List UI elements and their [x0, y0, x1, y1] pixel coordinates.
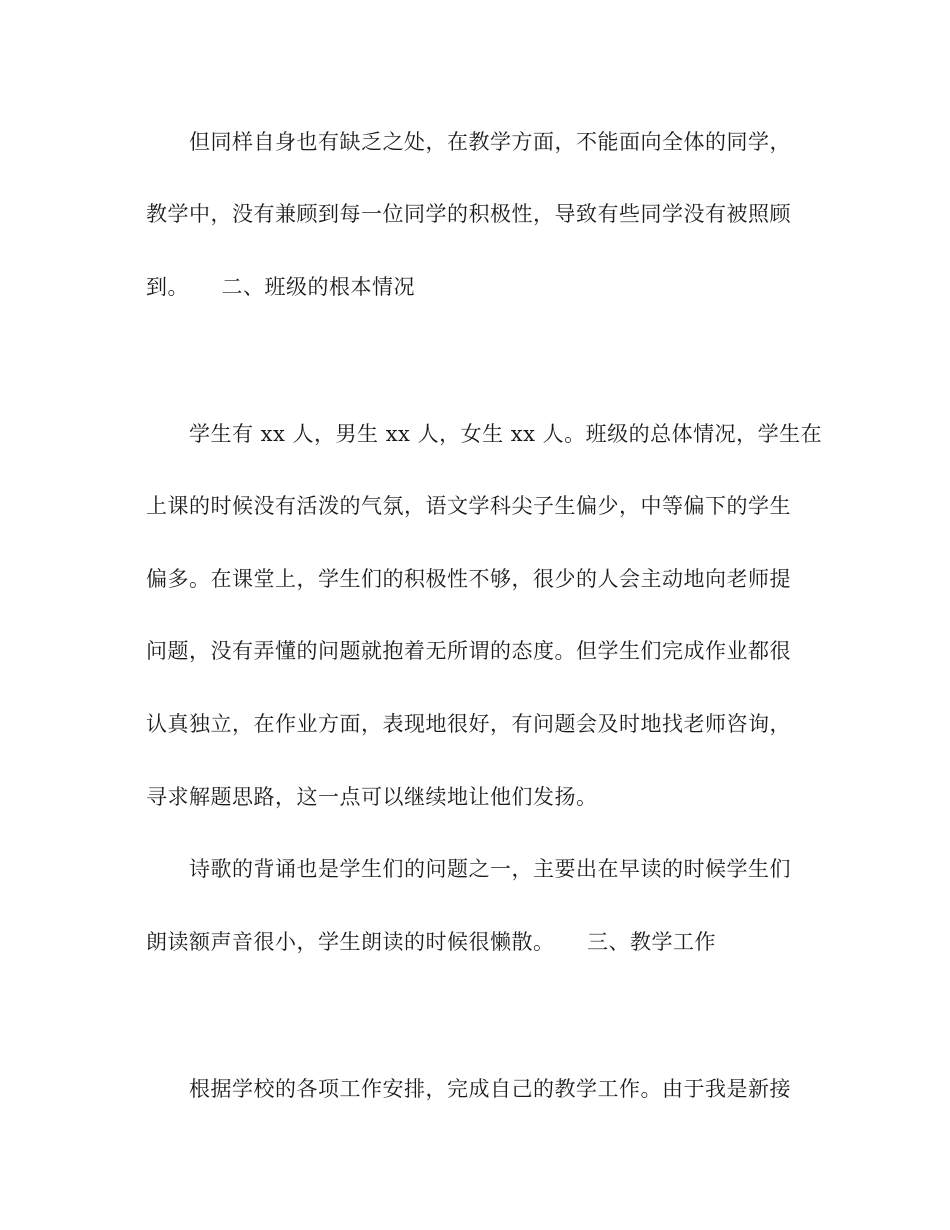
text-line: 偏多。在课堂上，学生们的积极性不够，很少的人会主动地向老师提: [146, 567, 791, 591]
text-line: 教学中，没有兼顾到每一位同学的积极性，导致有些同学没有被照顾: [146, 202, 791, 226]
text-line: 学生有 xx 人，男生 xx 人，女生 xx 人。班级的总体情况，学生在: [189, 422, 823, 446]
text-line: 寻求解题思路，这一点可以继续地让他们发扬。: [146, 785, 598, 809]
text-line: 诗歌的背诵也是学生们的问题之一，主要出在早读的时候学生们: [189, 857, 791, 881]
text-line: 但同样自身也有缺乏之处，在教学方面，不能面向全体的同学，: [189, 130, 791, 154]
text-line: 上课的时候没有活泼的气氛，语文学科尖子生偏少，中等偏下的学生: [146, 494, 791, 518]
text-line: 问题，没有弄懂的问题就抱着无所谓的态度。但学生们完成作业都很: [146, 639, 791, 663]
text-line: 根据学校的各项工作安排，完成自己的教学工作。由于我是新接: [189, 1077, 791, 1101]
section-heading-line: 到。 二、班级的根本情况: [146, 275, 415, 299]
section-heading-line: 朗读额声音很小，学生朗读的时候很懒散。 三、教学工作: [146, 930, 716, 954]
text-line: 认真独立，在作业方面，表现地很好，有问题会及时地找老师咨询，: [146, 712, 791, 736]
